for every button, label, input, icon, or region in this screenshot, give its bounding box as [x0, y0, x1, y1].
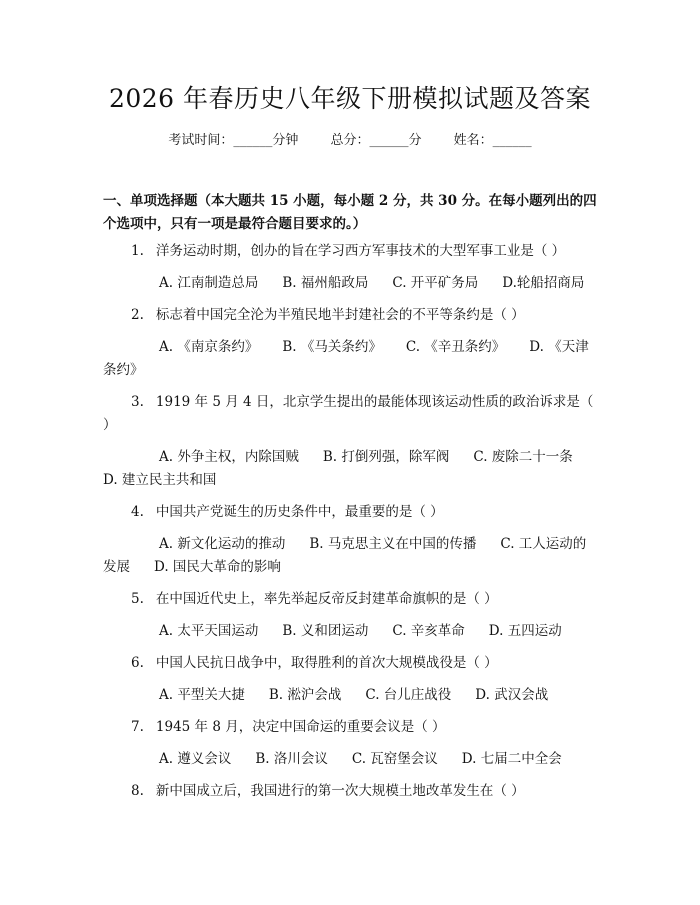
answer-option[interactable]: A. 太平天国运动	[159, 623, 259, 639]
question-stem	[103, 240, 598, 263]
answer-option[interactable]: C. 工人运动的发展	[103, 536, 587, 575]
question-text: 洋务运动时期，创办的旨在学习西方军事技术的大型军事工业是（ ）	[155, 243, 566, 259]
answer-option[interactable]: C. 台儿庄战役	[365, 687, 452, 703]
answer-options	[103, 272, 598, 295]
answer-option[interactable]: B. 洛川会议	[255, 751, 328, 767]
question-text: 新中国成立后，我国进行的第一次大规模土地改革发生在（ ）	[155, 783, 525, 799]
question-text: 1945 年 8 月，决定中国命运的重要会议是（ ）	[155, 719, 446, 735]
question-stem	[103, 501, 598, 524]
question-stem	[103, 391, 598, 437]
answer-option[interactable]: C. 瓦窑堡会议	[351, 751, 438, 767]
question-stem	[103, 588, 598, 611]
answer-option[interactable]: B. 打倒列强，除军阀	[322, 449, 450, 465]
question-number: 4.	[131, 504, 144, 520]
question-stem	[103, 716, 598, 739]
question-number: 1.	[131, 243, 144, 259]
question-stem	[103, 780, 598, 803]
answer-options	[103, 684, 598, 707]
question-stem	[103, 652, 598, 675]
question-text: 标志着中国完全沦为半殖民地半封建社会的不平等条约是（ ）	[155, 307, 525, 323]
question-item	[103, 588, 598, 643]
page-title: 2026 年春历史八年级下册模拟试题及答案	[108, 84, 592, 113]
answer-option[interactable]: A. 《南京条约》	[159, 339, 259, 355]
question-number: 6.	[131, 655, 144, 671]
question-number: 8.	[131, 783, 144, 799]
answer-option[interactable]: B. 义和团运动	[282, 623, 369, 639]
answer-options	[103, 748, 598, 771]
exam-info-line	[0, 131, 700, 151]
answer-option[interactable]: B. 《马关条约》	[282, 339, 382, 355]
question-text: 中国人民抗日战争中，取得胜利的首次大规模战役是（ ）	[155, 655, 498, 671]
question-list	[103, 240, 598, 803]
answer-option[interactable]: B. 福州船政局	[282, 275, 369, 291]
question-item	[103, 304, 598, 382]
student-name-field: 姓名：______	[453, 133, 532, 148]
answer-option[interactable]: D. 五四运动	[488, 623, 562, 639]
question-item	[103, 652, 598, 707]
answer-option[interactable]: C. 废除二十一条	[473, 449, 573, 465]
question-text: 中国共产党诞生的历史条件中，最重要的是（ ）	[155, 504, 444, 520]
answer-option[interactable]: D. 建立民主共和国	[103, 472, 217, 488]
answer-options	[103, 446, 598, 492]
total-score-field: 总分：______分	[330, 133, 422, 148]
question-number: 5.	[131, 591, 144, 607]
answer-option[interactable]: C. 《辛丑条约》	[405, 339, 506, 355]
answer-option[interactable]: A. 新文化运动的推动	[159, 536, 286, 552]
answer-option[interactable]: A. 遵义会议	[159, 751, 232, 767]
answer-options	[103, 336, 598, 382]
question-item	[103, 391, 598, 492]
answer-option[interactable]: C. 开平矿务局	[392, 275, 479, 291]
answer-option[interactable]: A. 外争主权，内除国贼	[159, 449, 299, 465]
answer-option[interactable]: D. 武汉会战	[475, 687, 549, 703]
answer-option[interactable]: D.轮船招商局	[502, 275, 585, 291]
question-item	[103, 780, 598, 803]
answer-options	[103, 620, 598, 643]
question-item	[103, 240, 598, 295]
question-text: 在中国近代史上，率先举起反帝反封建革命旗帜的是（ ）	[155, 591, 498, 607]
question-number: 2.	[131, 307, 144, 323]
question-number: 7.	[131, 719, 144, 735]
answer-option[interactable]: B. 马克思主义在中国的传播	[309, 536, 477, 552]
answer-option[interactable]: D. 七届二中全会	[461, 751, 562, 767]
question-number: 3.	[131, 394, 144, 410]
question-text: 1919 年 5 月 4 日，北京学生提出的最能体现该运动性质的政治诉求是（ ）	[103, 394, 594, 433]
answer-option[interactable]: C. 辛亥革命	[392, 623, 465, 639]
answer-options	[103, 533, 598, 579]
answer-option[interactable]: D. 国民大革命的影响	[154, 559, 281, 575]
question-item	[103, 501, 598, 579]
question-item	[103, 716, 598, 771]
answer-option[interactable]: D. 《天津条约》	[103, 339, 589, 378]
answer-option[interactable]: A. 江南制造总局	[159, 275, 259, 291]
answer-option[interactable]: B. 淞沪会战	[268, 687, 342, 703]
section-heading: 一、单项选择题（本大题共 15 小题，每小题 2 分，共 30 分。在每小题列出的四个选项中，只有一项是最符合题目要求的。）	[103, 193, 597, 232]
exam-time-field: 考试时间：______分钟	[168, 133, 299, 148]
question-stem	[103, 304, 598, 327]
answer-option[interactable]: A. 平型关大捷	[159, 687, 245, 703]
